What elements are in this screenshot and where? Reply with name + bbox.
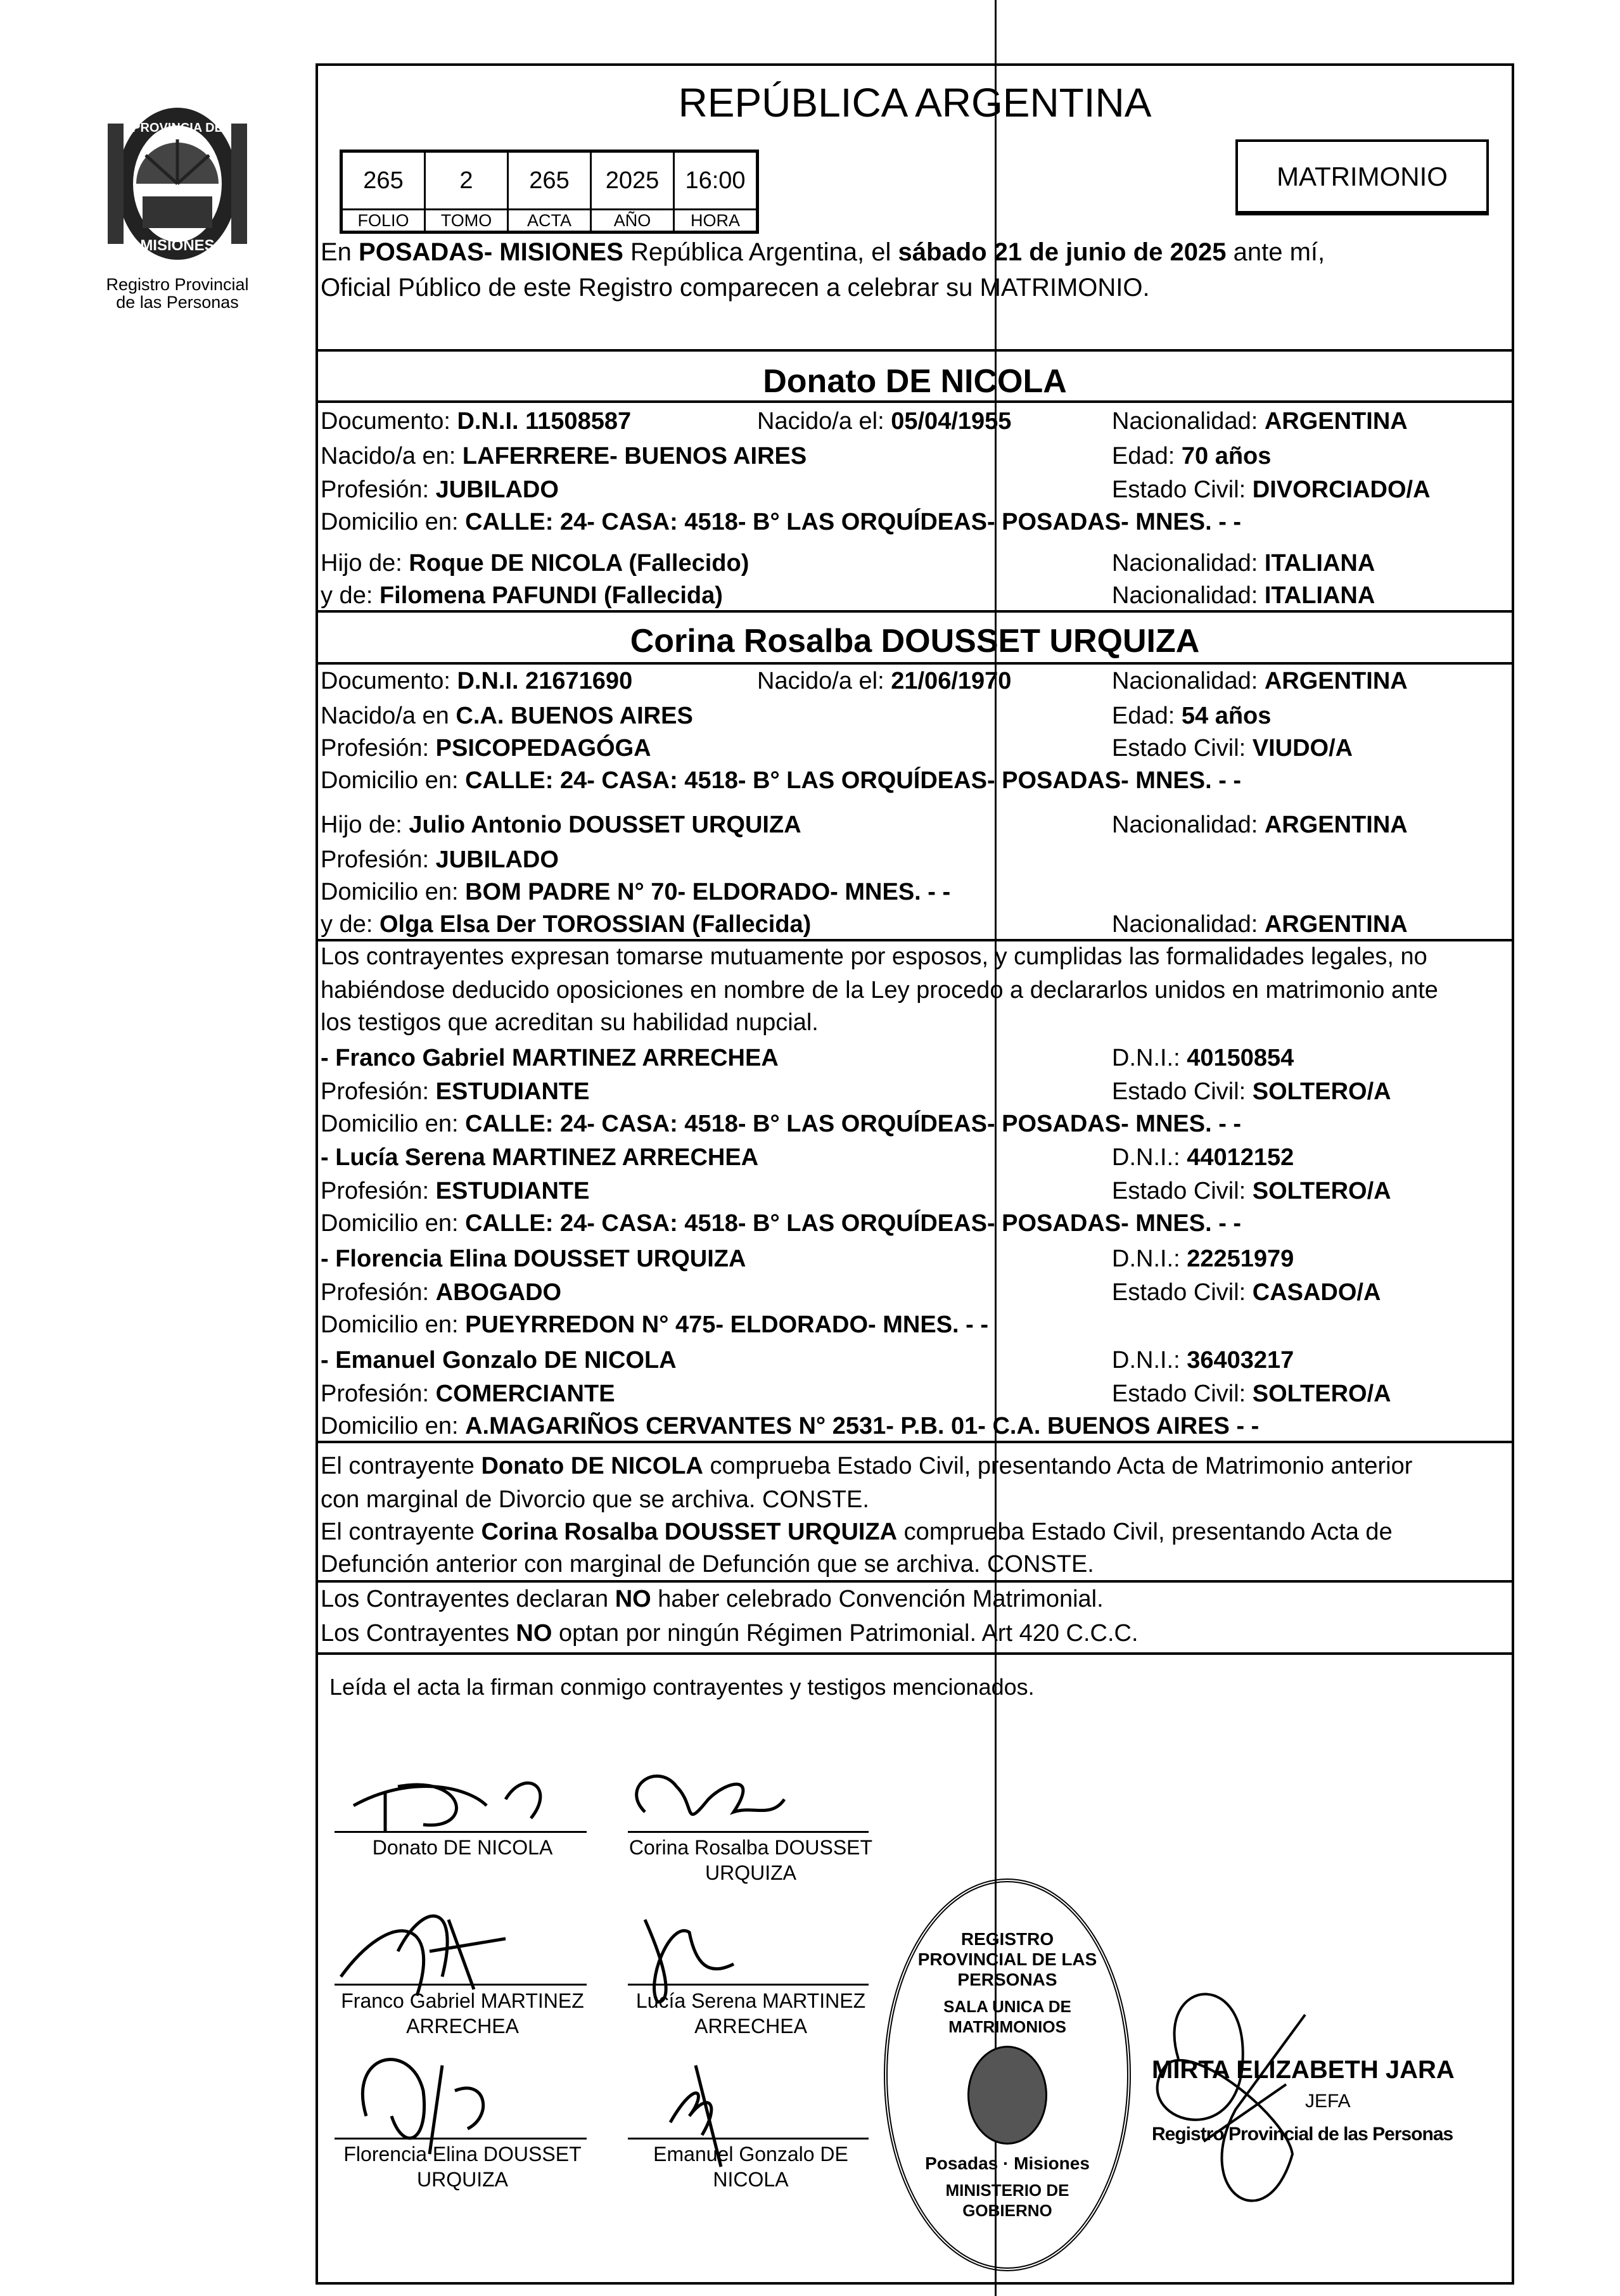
signature-line (628, 1984, 869, 1986)
acta-value: 265 (508, 151, 591, 210)
witness-profession: Profesión: ESTUDIANTE (321, 1178, 590, 1204)
declaration-line: los testigos que acreditan su habilidad nupcial. (321, 1009, 819, 1036)
groom-civil-status: Estado Civil: DIVORCIADO/A (1112, 476, 1431, 503)
groom-mother-nationality: Nacionalidad: ITALIANA (1112, 582, 1375, 609)
convention-note: Los Contrayentes declaran NO haber celebrado Convención Matrimonial. (321, 1586, 1104, 1612)
witness-profession: Profesión: ESTUDIANTE (321, 1078, 590, 1105)
witness-civil-status: Estado Civil: CASADO/A (1112, 1279, 1381, 1306)
official-name: MIRTA ELIZABETH JARA (1152, 2056, 1455, 2084)
tomo-value: 2 (425, 151, 508, 210)
witness-dni: D.N.I.: 44012152 (1112, 1144, 1294, 1171)
signature-bride (637, 1776, 784, 1814)
seal-city-text: Posadas · Misiones (925, 2153, 1090, 2173)
province-emblem-icon (82, 101, 272, 272)
witness-address: Domicilio en: CALLE: 24- CASA: 4518- B° LAS ORQUÍDEAS- POSADAS- MNES. - - (321, 1111, 1242, 1137)
divider (316, 939, 1514, 941)
witness-civil-status: Estado Civil: SOLTERO/A (1112, 1178, 1391, 1204)
groom-age: Edad: 70 años (1112, 443, 1272, 469)
seal-inner-text: SALA UNICA DE MATRIMONIOS (943, 1997, 1071, 2036)
bride-father-address: Domicilio en: BOM PADRE N° 70- ELDORADO- MNES. - - (321, 879, 951, 905)
folio-table (340, 150, 759, 234)
svg-text:PROVINCIA DE: PROVINCIA DE (132, 121, 223, 135)
bride-father-profession: Profesión: JUBILADO (321, 846, 559, 873)
signature-line (335, 1831, 587, 1833)
signature-line (628, 1831, 869, 1833)
witness-name: - Emanuel Gonzalo DE NICOLA (321, 1347, 677, 1374)
divider (316, 1441, 1514, 1443)
bride-name: Corina Rosalba DOUSSET URQUIZA (630, 623, 1200, 660)
groom-document: Documento: D.N.I. 11508587 (321, 408, 632, 435)
bride-nationality: Nacionalidad: ARGENTINA (1112, 668, 1408, 694)
logo-caption: Registro Provincial de las Personas (106, 275, 249, 312)
signature-line (335, 2138, 587, 2140)
signature-line (335, 1984, 587, 1986)
witness-name: - Franco Gabriel MARTINEZ ARRECHEA (321, 1045, 779, 1071)
seal-outer-text: REGISTRO PROVINCIAL DE LAS PERSONAS (917, 1929, 1097, 1989)
witness-address: Domicilio en: A.MAGARIÑOS CERVANTES N° 2531- P.B. 01- C.A. BUENOS AIRES - - (321, 1413, 1260, 1439)
certificate-type: MATRIMONIO (1235, 139, 1489, 215)
groom-nationality: Nacionalidad: ARGENTINA (1112, 408, 1408, 435)
folio-value: 265 (341, 151, 425, 210)
signature-caption-witness-3: Florencia Elina DOUSSET URQUIZA (343, 2143, 582, 2191)
tomo-label: TOMO (425, 210, 508, 233)
bride-age: Edad: 54 años (1112, 703, 1272, 729)
groom-status-note-2: con marginal de Divorcio que se archiva. CONSTE. (321, 1486, 869, 1513)
groom-profession: Profesión: JUBILADO (321, 476, 559, 503)
page-title: REPÚBLICA ARGENTINA (678, 80, 1152, 125)
divider (316, 349, 1514, 352)
svg-text:MISIONES: MISIONES (140, 237, 215, 254)
signature-groom (354, 1783, 540, 1831)
groom-status-note: El contrayente Donato DE NICOLA comprueba Estado Civil, presentando Acta de Matrimonio anterior (321, 1453, 1413, 1479)
divider (316, 610, 1514, 613)
acta-label: ACTA (508, 210, 591, 233)
bride-mother: y de: Olga Elsa Der TOROSSIAN (Fallecida) (321, 911, 812, 938)
signature-caption-witness-1: Franco Gabriel MARTINEZ ARRECHEA (341, 1989, 584, 2038)
intro-line-2: Oficial Público de este Registro comparecen a celebrar su MATRIMONIO. (321, 274, 1150, 302)
signature-witness-3 (362, 2060, 483, 2154)
declaration-line: habiéndose deducido oposiciones en nombre de la Ley procedo a declararlos unidos en matrimonio ante (321, 977, 1438, 1004)
seal-bottom-text: MINISTERIO DE GOBIERNO (945, 2181, 1069, 2220)
bride-father-nationality: Nacionalidad: ARGENTINA (1112, 812, 1408, 838)
divider (316, 1652, 1514, 1655)
regime-note: Los Contrayentes NO optan por ningún Régimen Patrimonial. Art 420 C.C.C. (321, 1620, 1138, 1647)
divider (316, 400, 1514, 403)
bride-father: Hijo de: Julio Antonio DOUSSET URQUIZA (321, 812, 801, 838)
seal-emblem-icon (967, 2046, 1047, 2145)
witness-name: - Lucía Serena MARTINEZ ARRECHEA (321, 1144, 759, 1171)
witness-civil-status: Estado Civil: SOLTERO/A (1112, 1381, 1391, 1407)
groom-father-nationality: Nacionalidad: ITALIANA (1112, 550, 1375, 577)
bride-mother-nationality: Nacionalidad: ARGENTINA (1112, 911, 1408, 938)
registry-logo (82, 101, 272, 317)
hour-value: 16:00 (674, 151, 758, 210)
signature-caption-witness-4: Emanuel Gonzalo DE NICOLA (653, 2143, 848, 2191)
bride-status-note: El contrayente Corina Rosalba DOUSSET URQUIZA comprueba Estado Civil, presentando Acta de (321, 1519, 1393, 1545)
groom-birthplace: Nacido/a en: LAFERRERE- BUENOS AIRES (321, 443, 807, 469)
signature-caption-bride: Corina Rosalba DOUSSET URQUIZA (628, 1836, 873, 1884)
witness-dni: D.N.I.: 40150854 (1112, 1045, 1294, 1071)
witness-civil-status: Estado Civil: SOLTERO/A (1112, 1078, 1391, 1105)
witness-dni: D.N.I.: 22251979 (1112, 1246, 1294, 1272)
divider (316, 1580, 1514, 1583)
witness-address: Domicilio en: PUEYRREDON N° 475- ELDORADO- MNES. - - (321, 1311, 989, 1338)
groom-birthdate: Nacido/a el: 05/04/1955 (757, 408, 1012, 435)
signature-caption-witness-2: Lucía Serena MARTINEZ ARRECHEA (635, 1989, 866, 2038)
groom-address: Domicilio en: CALLE: 24- CASA: 4518- B° LAS ORQUÍDEAS- POSADAS- MNES. - - (321, 509, 1242, 535)
declaration-line: Los contrayentes expresan tomarse mutuamente por esposos, y cumplidas las formalidades legales, no (321, 943, 1427, 970)
official-seal-stamp (884, 1878, 1131, 2271)
signature-line (628, 2138, 869, 2140)
bride-status-note-2: Defunción anterior con marginal de Defunción que se archiva. CONSTE. (321, 1551, 1094, 1578)
groom-father: Hijo de: Roque DE NICOLA (Fallecido) (321, 550, 749, 577)
bride-civil-status: Estado Civil: VIUDO/A (1112, 735, 1353, 762)
bride-address: Domicilio en: CALLE: 24- CASA: 4518- B° LAS ORQUÍDEAS- POSADAS- MNES. - - (321, 767, 1242, 794)
bride-document: Documento: D.N.I. 21671690 (321, 668, 633, 694)
folio-label: FOLIO (341, 210, 425, 233)
bride-profession: Profesión: PSICOPEDAGÓGA (321, 735, 651, 762)
witness-dni: D.N.I.: 36403217 (1112, 1347, 1294, 1374)
groom-mother: y de: Filomena PAFUNDI (Fallecida) (321, 582, 723, 609)
year-label: AÑO (591, 210, 674, 233)
witness-address: Domicilio en: CALLE: 24- CASA: 4518- B° LAS ORQUÍDEAS- POSADAS- MNES. - - (321, 1210, 1242, 1237)
witness-name: - Florencia Elina DOUSSET URQUIZA (321, 1246, 746, 1272)
groom-name: Donato DE NICOLA (763, 363, 1067, 400)
witness-profession: Profesión: ABOGADO (321, 1279, 562, 1306)
witness-profession: Profesión: COMERCIANTE (321, 1381, 615, 1407)
divider (316, 662, 1514, 665)
hour-label: HORA (674, 210, 758, 233)
bride-birthdate: Nacido/a el: 21/06/1970 (757, 668, 1012, 694)
official-role: JEFA (1305, 2091, 1351, 2112)
year-value: 2025 (591, 151, 674, 210)
bride-birthplace: Nacido/a en C.A. BUENOS AIRES (321, 703, 693, 729)
intro-line-1: En POSADAS- MISIONES República Argentina, el sábado 21 de junio de 2025 ante mí, (321, 238, 1325, 266)
closing-text: Leída el acta la firman conmigo contrayentes y testigos mencionados. (329, 1674, 1035, 1700)
official-office: Registro Provincial de las Personas (1152, 2124, 1453, 2145)
signature-caption-groom: Donato DE NICOLA (372, 1836, 553, 1859)
